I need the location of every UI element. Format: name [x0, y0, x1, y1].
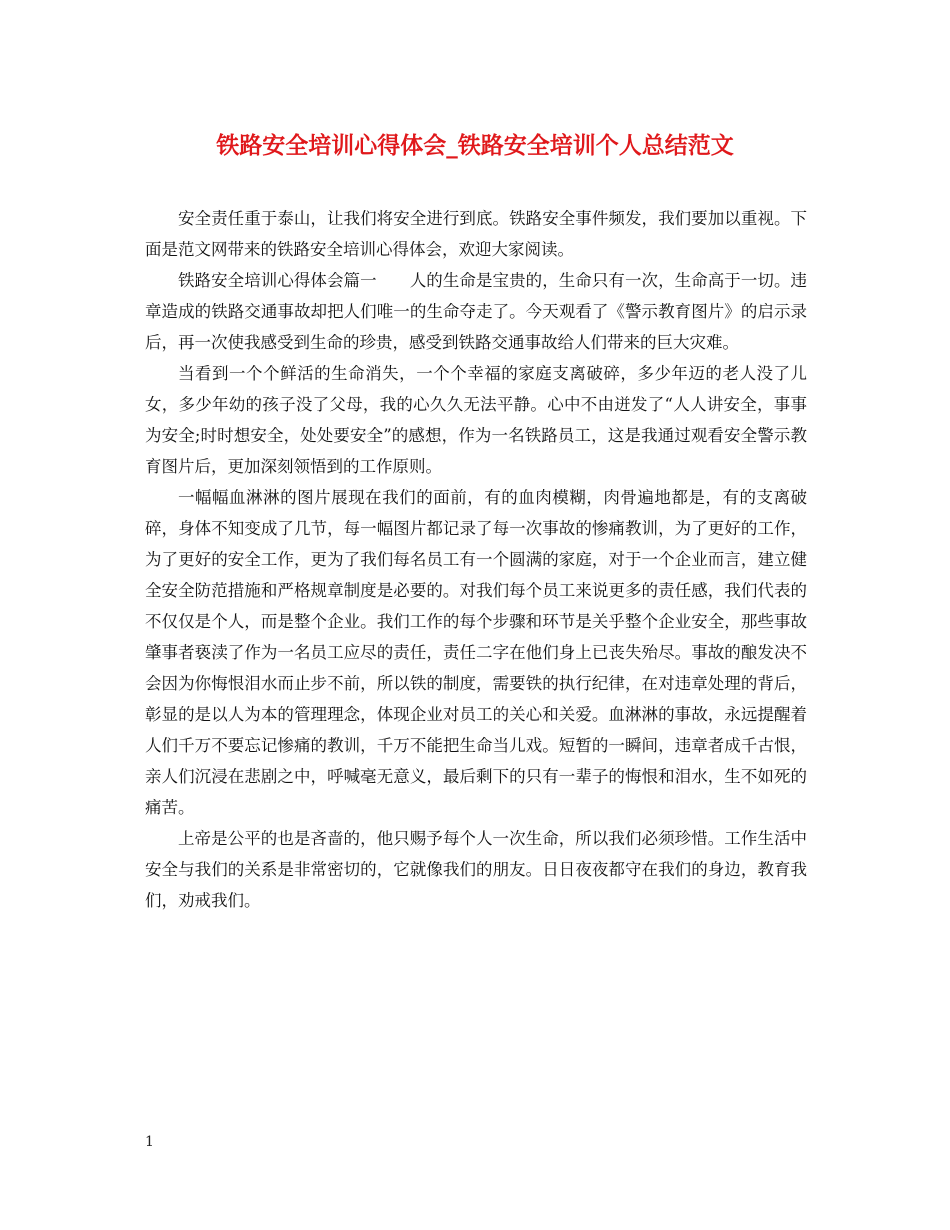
document-title: 铁路安全培训心得体会_铁路安全培训个人总结范文 [216, 132, 734, 159]
document-body [145, 203, 807, 916]
paragraph-loss: 当看到一个个鲜活的生命消失，一个个幸福的家庭支离破碎，多少年迈的老人没了儿女，多少年幼的孩子没了父母，我的心久久无法平静。心中不由迸发了“人人讲安全，事事为安全;时时想安全，处处要安全”的感想，作为一名铁路员工，这是我通过观看安全警示教育图片后，更加深刻领悟到的工作原则。 [145, 364, 807, 476]
paragraph-part-one: 铁路安全培训心得体会篇一 人的生命是宝贵的，生命只有一次，生命高于一切。违章造成的铁路交通事故却把人们唯一的生命夺走了。今天观看了《警示教育图片》的启示录后，再一次使我感受到生命的珍贵，感受到铁路交通事故给人们带来的巨大灾难。 [145, 271, 807, 352]
paragraph-intro: 安全责任重于泰山，让我们将安全进行到底。铁路安全事件频发，我们要加以重视。下面是范文网带来的铁路安全培训心得体会，欢迎大家阅读。 [145, 209, 807, 259]
page-number: 1 [145, 1134, 154, 1150]
paragraph-images: 一幅幅血淋淋的图片展现在我们的面前，有的血肉模糊，肉骨遍地都是，有的支离破碎，身体不知变成了几节，每一幅图片都记录了每一次事故的惨痛教训，为了更好的工作，为了更好的安全工作，更为了我们每名员工有一个圆满的家庭，对于一个企业而言，建立健全安全防范措施和严格规章制度是必要的。对我们每个员工来说更多的责任感，我们代表的不仅仅是个人，而是整个企业。我们工作的每个步骤和环节是关乎整个企业安全，那些事故肇事者亵渎了作为一名员工应尽的责任，责任二字在他们身上已丧失殆尽。事故的酿发决不会因为你悔恨泪水而止步不前，所以铁的制度，需要铁的执行纪律，在对违章处理的背后，彰显的是以人为本的管理理念，体现企业对员工的关心和关爱。血淋淋的事故，永远提醒着人们千万不要忘记惨痛的教训，千万不能把生命当儿戏。短暂的一瞬间，违章者成千古恨，亲人们沉浸在悲剧之中，呼喊毫无意义，最后剩下的只有一辈子的悔恨和泪水，生不如死的痛苦。 [145, 488, 807, 817]
paragraph-life: 上帝是公平的也是吝啬的，他只赐予每个人一次生命，所以我们必须珍惜。工作生活中安全与我们的关系是非常密切的，它就像我们的朋友。日日夜夜都守在我们的身边，教育我们，劝戒我们。 [145, 829, 807, 910]
